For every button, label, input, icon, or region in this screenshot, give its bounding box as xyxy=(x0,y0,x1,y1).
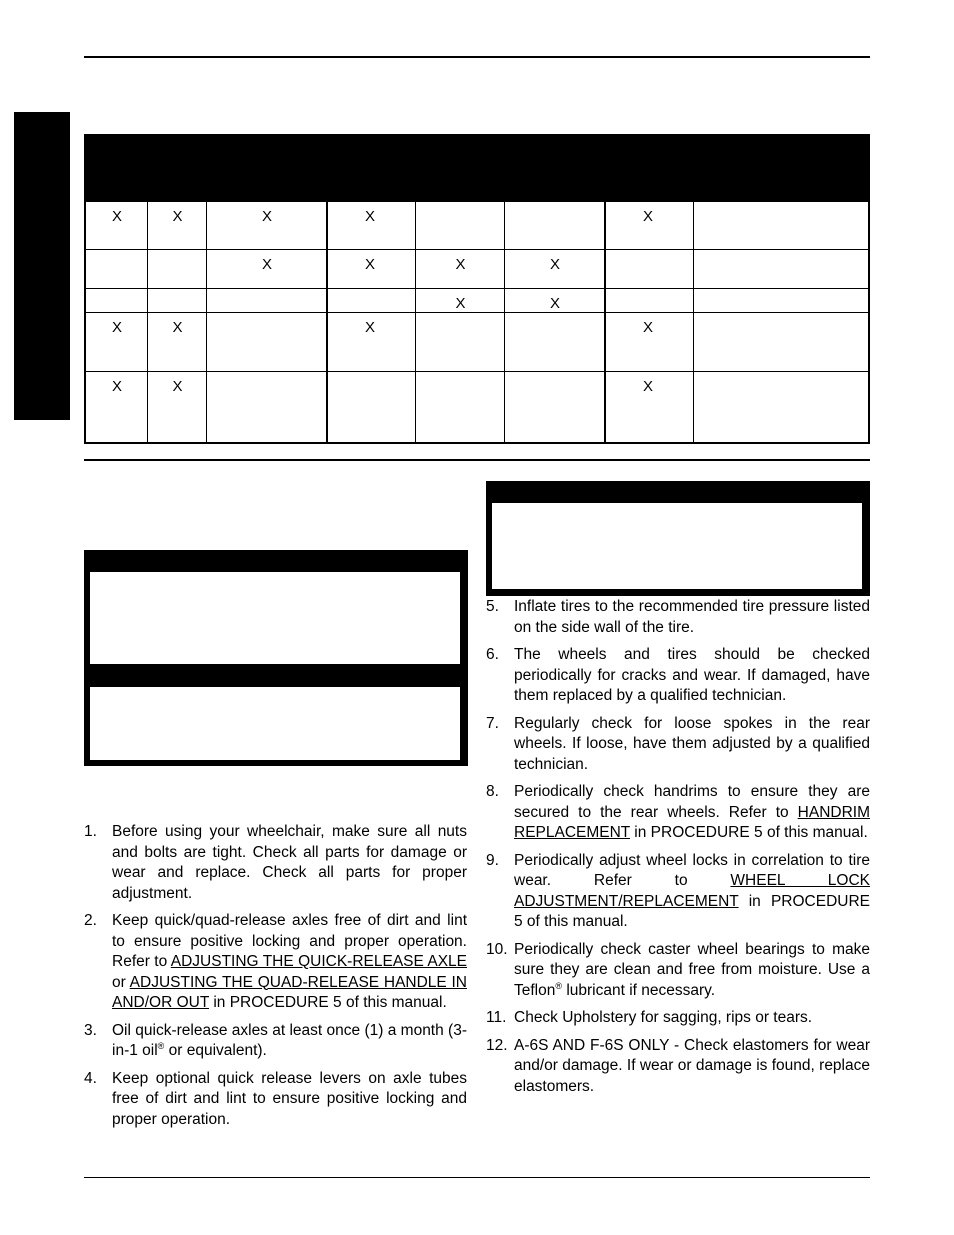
caution-box-body xyxy=(90,687,460,760)
list-item-text: or equivalent). xyxy=(164,1042,267,1059)
list-item-text: Oil quick-release axles at least once (1) a month (3-in-1 oil xyxy=(112,1021,467,1059)
list-item-text: ® xyxy=(157,1040,165,1051)
table-cell: X xyxy=(549,256,560,273)
table-row xyxy=(86,313,868,372)
table-cell: X xyxy=(364,208,375,225)
list-item-text: or xyxy=(112,973,130,991)
cross-reference-text: HANDRIM REPLACEMENT xyxy=(514,803,870,841)
table-cell: X xyxy=(642,208,653,225)
maintenance-table xyxy=(84,202,870,444)
table-row xyxy=(86,202,868,250)
table-cell: X xyxy=(642,378,653,395)
table-row xyxy=(86,372,868,444)
table-cell: X xyxy=(455,295,466,312)
list-item xyxy=(486,782,870,844)
list-item-text: Inflate tires to the recommended tire pressure listed on the side wall of the tire. xyxy=(514,598,870,636)
table-cell: X xyxy=(111,378,122,395)
list-item xyxy=(84,1069,467,1131)
list-item xyxy=(486,940,870,1002)
list-item-text: in PROCEDURE 5 of this manual. xyxy=(630,824,868,841)
notice-box-body xyxy=(492,503,862,589)
table-cell: X xyxy=(261,208,272,225)
bottom-rule xyxy=(84,1177,870,1178)
list-item xyxy=(84,1021,467,1062)
list-item-text: Periodically check handrims to ensure they are secured to the rear wheels. Refer to xyxy=(514,783,870,821)
list-item-number: 1. xyxy=(84,823,97,840)
table-cell: X xyxy=(172,319,183,336)
list-item-number: 8. xyxy=(486,783,499,800)
list-item-text: Check Upholstery for sagging, rips or tears. xyxy=(514,1009,813,1026)
list-item-number: 7. xyxy=(486,714,499,732)
table-cell: X xyxy=(364,319,375,336)
table-cell: X xyxy=(455,256,466,273)
warning-box xyxy=(84,550,468,766)
table-cell: X xyxy=(111,319,122,336)
list-item xyxy=(84,822,467,904)
list-item-number: 11. xyxy=(486,1009,507,1026)
maintenance-list-left xyxy=(84,822,467,1137)
table-cell: X xyxy=(172,378,183,395)
list-item-text: in PROCEDURE 5 of this manual. xyxy=(514,892,870,930)
list-item-number: 5. xyxy=(486,598,499,615)
cross-reference-text: ADJUSTING THE QUAD-RELEASE HANDLE IN AND/OR OUT xyxy=(112,973,467,1011)
table-cell: X xyxy=(261,256,272,273)
list-item-text: The wheels and tires should be checked periodically for cracks and wear. If damaged, have them replaced by a qualified technician. xyxy=(514,646,870,704)
list-item-text: Keep optional quick release levers on axle tubes free of dirt and lint to ensure positive locking and proper operation. xyxy=(112,1069,467,1128)
list-item xyxy=(486,714,870,776)
cross-reference-text: WHEEL LOCK ADJUSTMENT/REPLACEMENT xyxy=(514,872,871,910)
list-item-number: 3. xyxy=(84,1021,97,1039)
list-item-number: 10. xyxy=(486,940,508,958)
top-rule xyxy=(84,56,870,58)
list-item xyxy=(486,645,870,707)
list-item-number: 12. xyxy=(486,1036,508,1054)
list-item xyxy=(486,597,870,638)
list-item-number: 6. xyxy=(486,646,499,663)
section-side-tab xyxy=(14,112,70,420)
list-item-text: in PROCEDURE 5 of this manual. xyxy=(209,994,447,1011)
list-item-text: Keep quick/quad-release axles free of dirt and lint to ensure positive locking and proper operation. Refer to xyxy=(112,912,467,970)
warning-box-body xyxy=(90,572,460,664)
list-item-text: A-6S AND F-6S ONLY - Check elastomers for wear and/or damage. If wear or damage is found, replace elastomers. xyxy=(514,1036,870,1095)
table-cell: X xyxy=(364,256,375,273)
table-cell: X xyxy=(111,208,122,225)
list-item xyxy=(486,1008,870,1029)
table-row xyxy=(86,289,868,313)
cross-reference-text: ADJUSTING THE QUICK-RELEASE AXLE xyxy=(170,953,467,970)
list-item xyxy=(486,851,870,933)
maintenance-list-right xyxy=(486,597,870,1104)
list-item-number: 4. xyxy=(84,1069,97,1087)
list-item-text: Periodically adjust wheel locks in correlation to tire wear. Refer to xyxy=(514,851,870,889)
list-item-text: Regularly check for loose spokes in the rear wheels. If loose, have them adjusted by a qualified technician. xyxy=(514,714,870,773)
table-cell: X xyxy=(172,208,183,225)
table-row xyxy=(86,250,868,289)
notice-box xyxy=(486,481,870,596)
list-item-text: Periodically check caster wheel bearings to make sure they are clean and free from moisture. Use a Teflon xyxy=(514,940,870,999)
list-item-text: ® xyxy=(555,980,563,991)
list-item-number: 9. xyxy=(486,851,499,869)
mid-rule xyxy=(84,459,870,461)
list-item xyxy=(486,1036,870,1098)
list-item-text: Before using your wheelchair, make sure all nuts and bolts are tight. Check all parts for damage or wear and replace. Check all parts for proper adjustment. xyxy=(112,823,467,902)
list-item xyxy=(84,911,467,1014)
list-item-text: lubricant if necessary. xyxy=(562,981,716,999)
table-cell: X xyxy=(642,319,653,336)
table-cell: X xyxy=(549,295,560,312)
list-item-number: 2. xyxy=(84,912,97,929)
table-header-bar xyxy=(84,134,870,202)
